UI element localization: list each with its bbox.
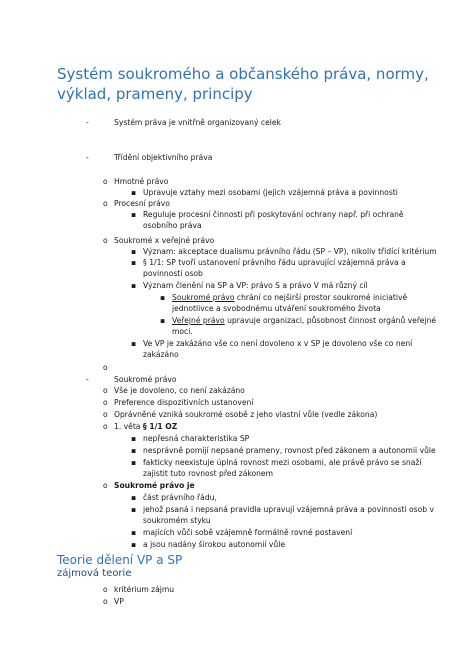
text-line: § 1/1: SP tvoří ustanovení právního řádu upravující vzájemná práva a bbox=[143, 258, 406, 267]
text-fragment: chrání co nejširší prostor soukromé iniciativě bbox=[234, 293, 408, 302]
text-fragment: 1. věta bbox=[114, 422, 143, 431]
text-line: Preference dispozitivních ustanovení bbox=[114, 398, 254, 407]
text-line bbox=[172, 315, 436, 326]
text-line: Procesní právo bbox=[114, 199, 170, 208]
text-line: povinnosti osob bbox=[143, 269, 203, 278]
square-bullet: ▪ bbox=[131, 458, 137, 467]
circle-bullet: o bbox=[103, 481, 108, 490]
text-line: jednotlivce a svobodnému utváření soukromého života bbox=[172, 304, 381, 313]
text-line: Hmotné právo bbox=[114, 177, 169, 186]
text-line: část právního řádu, bbox=[143, 493, 217, 502]
text-line: Soukromé právo je bbox=[114, 481, 195, 490]
text-line bbox=[114, 421, 177, 432]
square-bullet: ▪ bbox=[131, 446, 137, 455]
text-line: fakticky neexistuje úplná rovnost mezi osobami, ale právě právo se snaží bbox=[143, 458, 422, 467]
square-bullet: ▪ bbox=[131, 258, 137, 267]
text-line: Vše je dovoleno, co není zakázáno bbox=[114, 386, 245, 395]
square-bullet: ▪ bbox=[131, 247, 137, 256]
text-line: nesprávně pomíjí nepsané prameny, rovnost před zákonem a autonomii vůle bbox=[143, 446, 436, 455]
square-bullet: ▪ bbox=[160, 316, 166, 325]
dash-bullet: - bbox=[86, 118, 89, 127]
circle-bullet: o bbox=[103, 199, 108, 208]
text-line: Reguluje procesní činnosti při poskytování ochrany např. při ochraně bbox=[143, 210, 404, 219]
text-line: Ve VP je zakázáno vše co není dovoleno x v SP je dovoleno vše co není bbox=[143, 339, 413, 348]
text-line: soukromém styku bbox=[143, 516, 211, 525]
circle-bullet: o bbox=[103, 236, 108, 245]
square-bullet: ▪ bbox=[131, 540, 137, 549]
text-line: zakázáno bbox=[143, 350, 179, 359]
square-bullet: ▪ bbox=[160, 293, 166, 302]
text-line: Třídění objektivního práva bbox=[114, 153, 213, 162]
square-bullet: ▪ bbox=[131, 528, 137, 537]
circle-bullet: o bbox=[103, 585, 108, 594]
text-line: Oprávněné vzniká soukromé osobě z jeho vlastní vůle (vedle zákona) bbox=[114, 410, 378, 419]
square-bullet: ▪ bbox=[131, 339, 137, 348]
circle-bullet: o bbox=[103, 410, 108, 419]
subsection-heading: zájmová teorie bbox=[57, 568, 132, 579]
text-line: majících vůči sobě vzájemně formálně rovné postavení bbox=[143, 528, 353, 537]
square-bullet: ▪ bbox=[131, 434, 137, 443]
square-bullet: ▪ bbox=[131, 188, 137, 197]
text-line: Systém práva je vnitřně organizovaný celek bbox=[114, 118, 281, 127]
text-fragment: upravuje organizaci, působnost činnost orgánů veřejné bbox=[224, 316, 437, 325]
text-line: Soukromé x veřejné právo bbox=[114, 236, 215, 245]
text-line: osobního práva bbox=[143, 221, 202, 230]
circle-bullet: o bbox=[103, 363, 108, 372]
text-line: zajistit tuto rovnost před zákonem bbox=[143, 469, 273, 478]
square-bullet: ▪ bbox=[131, 210, 137, 219]
text-line: jehož psaná i nepsaná pravidla upravují vzájemná práva a povinnosti osob v bbox=[143, 505, 435, 514]
text-line: Význam: akceptace dualismu právního řádu (SP – VP), nikoliv třídící kritérium bbox=[143, 247, 437, 256]
text-line: VP bbox=[114, 597, 124, 606]
text-line: Význam členění na SP a VP: právo S a právo V má různý cíl bbox=[143, 281, 368, 290]
square-bullet: ▪ bbox=[131, 281, 137, 290]
square-bullet: ▪ bbox=[131, 493, 137, 502]
circle-bullet: o bbox=[103, 398, 108, 407]
dash-bullet: - bbox=[86, 375, 89, 384]
underlined-term: Soukromé právo bbox=[172, 293, 235, 302]
text-line: a jsou nadány širokou autonomií vůle bbox=[143, 540, 286, 549]
section-heading: Teorie dělení VP a SP bbox=[57, 553, 183, 567]
text-line: kritérium zájmu bbox=[114, 585, 175, 594]
circle-bullet: o bbox=[103, 597, 108, 606]
text-line: nepřesná charakteristika SP bbox=[143, 434, 250, 443]
text-line: moci. bbox=[172, 327, 193, 336]
circle-bullet: o bbox=[103, 422, 108, 431]
dash-bullet: - bbox=[86, 153, 89, 162]
page-title: Systém soukromého a občanského práva, normy, výklad, prameny, principy bbox=[57, 65, 429, 103]
bold-reference: § 1/1 OZ bbox=[142, 422, 178, 431]
text-line: Upravuje vztahy mezi osobami (jejich vzájemná práva a povinnosti bbox=[143, 188, 398, 197]
text-line bbox=[172, 292, 407, 303]
circle-bullet: o bbox=[103, 177, 108, 186]
square-bullet: ▪ bbox=[131, 505, 137, 514]
text-line: Soukromé právo bbox=[114, 375, 177, 384]
circle-bullet: o bbox=[103, 386, 108, 395]
underlined-term: Veřejné právo bbox=[172, 316, 225, 325]
